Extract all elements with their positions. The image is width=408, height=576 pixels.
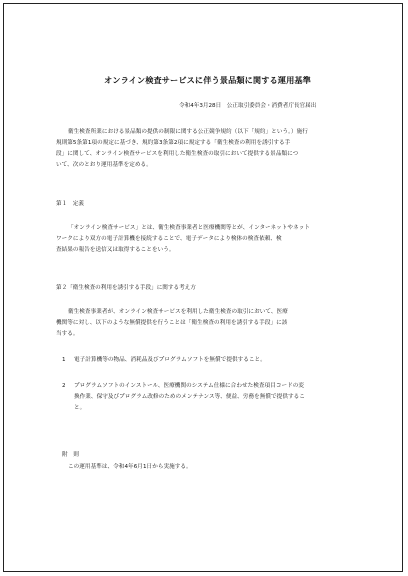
intro-line: 衛生検査所業における景品類の提供の制限に関する公正競争規約（以下「規約」という。）施行 <box>68 129 308 135</box>
intro-line: 段」に関して、オンライン検査サービスを利用した衛生検査の取引において提供する景品類につ <box>56 151 299 157</box>
list-item-line: 換作業、保守及びプログラム改修のためのメンテナンス等、便益、労務を無償で提供するこ <box>74 394 305 400</box>
supplement-line: この運用基準は、令和4年6月1日から実施する。 <box>68 464 192 470</box>
document-title: オンライン検査サービスに伴う景品類に関する運用基準 <box>104 75 311 85</box>
inducement-line: 衛生検査事業者が、オンライン検査サービスを利用した衛生検査の取引において、医療 <box>68 309 288 315</box>
list-item-number: 1 <box>62 357 66 363</box>
section-heading-inducement: 第２「衛生検査の利用を誘引する手段」に関する考え方 <box>56 285 196 291</box>
inducement-line: 当する。 <box>56 331 79 337</box>
intro-line: いて、次のとおり運用基準を定める。 <box>56 162 152 168</box>
definition-line: 「オンライン検査サービス」とは、衛生検査事業者と医療機関等とが、インターネットやネット <box>68 225 311 231</box>
list-item-number: 2 <box>62 383 66 389</box>
list-item-line: 電子計算機等の物品、消耗品及びプログラムソフトを無償で提供すること。 <box>74 357 266 363</box>
document-page <box>3 3 403 572</box>
intro-line: 規則第5条第1項の規定に基づき、規約第3条第2項に規定する「衛生検査の利用を誘引する手 <box>56 140 291 146</box>
definition-line: ワークにより双方の電子計算機を接続することで、電子データにより検体の検査依頼、検 <box>56 236 282 242</box>
supplement-heading: 附 則 <box>62 452 79 458</box>
list-item-line: プログラムソフトのインストール、医療機関のシステム仕様に合わせた検査項目コードの変 <box>74 383 305 389</box>
definition-line: 査結果の報告を送信又は取得することをいう。 <box>56 247 175 253</box>
inducement-line: 機関等に対し、以下のような無償提供を行うことは「衛生検査の利用を誘引する手段」に該 <box>56 320 288 326</box>
list-item-line: と。 <box>74 405 86 411</box>
section-heading-definition: 第１ 定義 <box>56 201 84 207</box>
dateline: 令和4年3月28日 公正取引委員会・消費者庁長官届出 <box>179 103 317 109</box>
